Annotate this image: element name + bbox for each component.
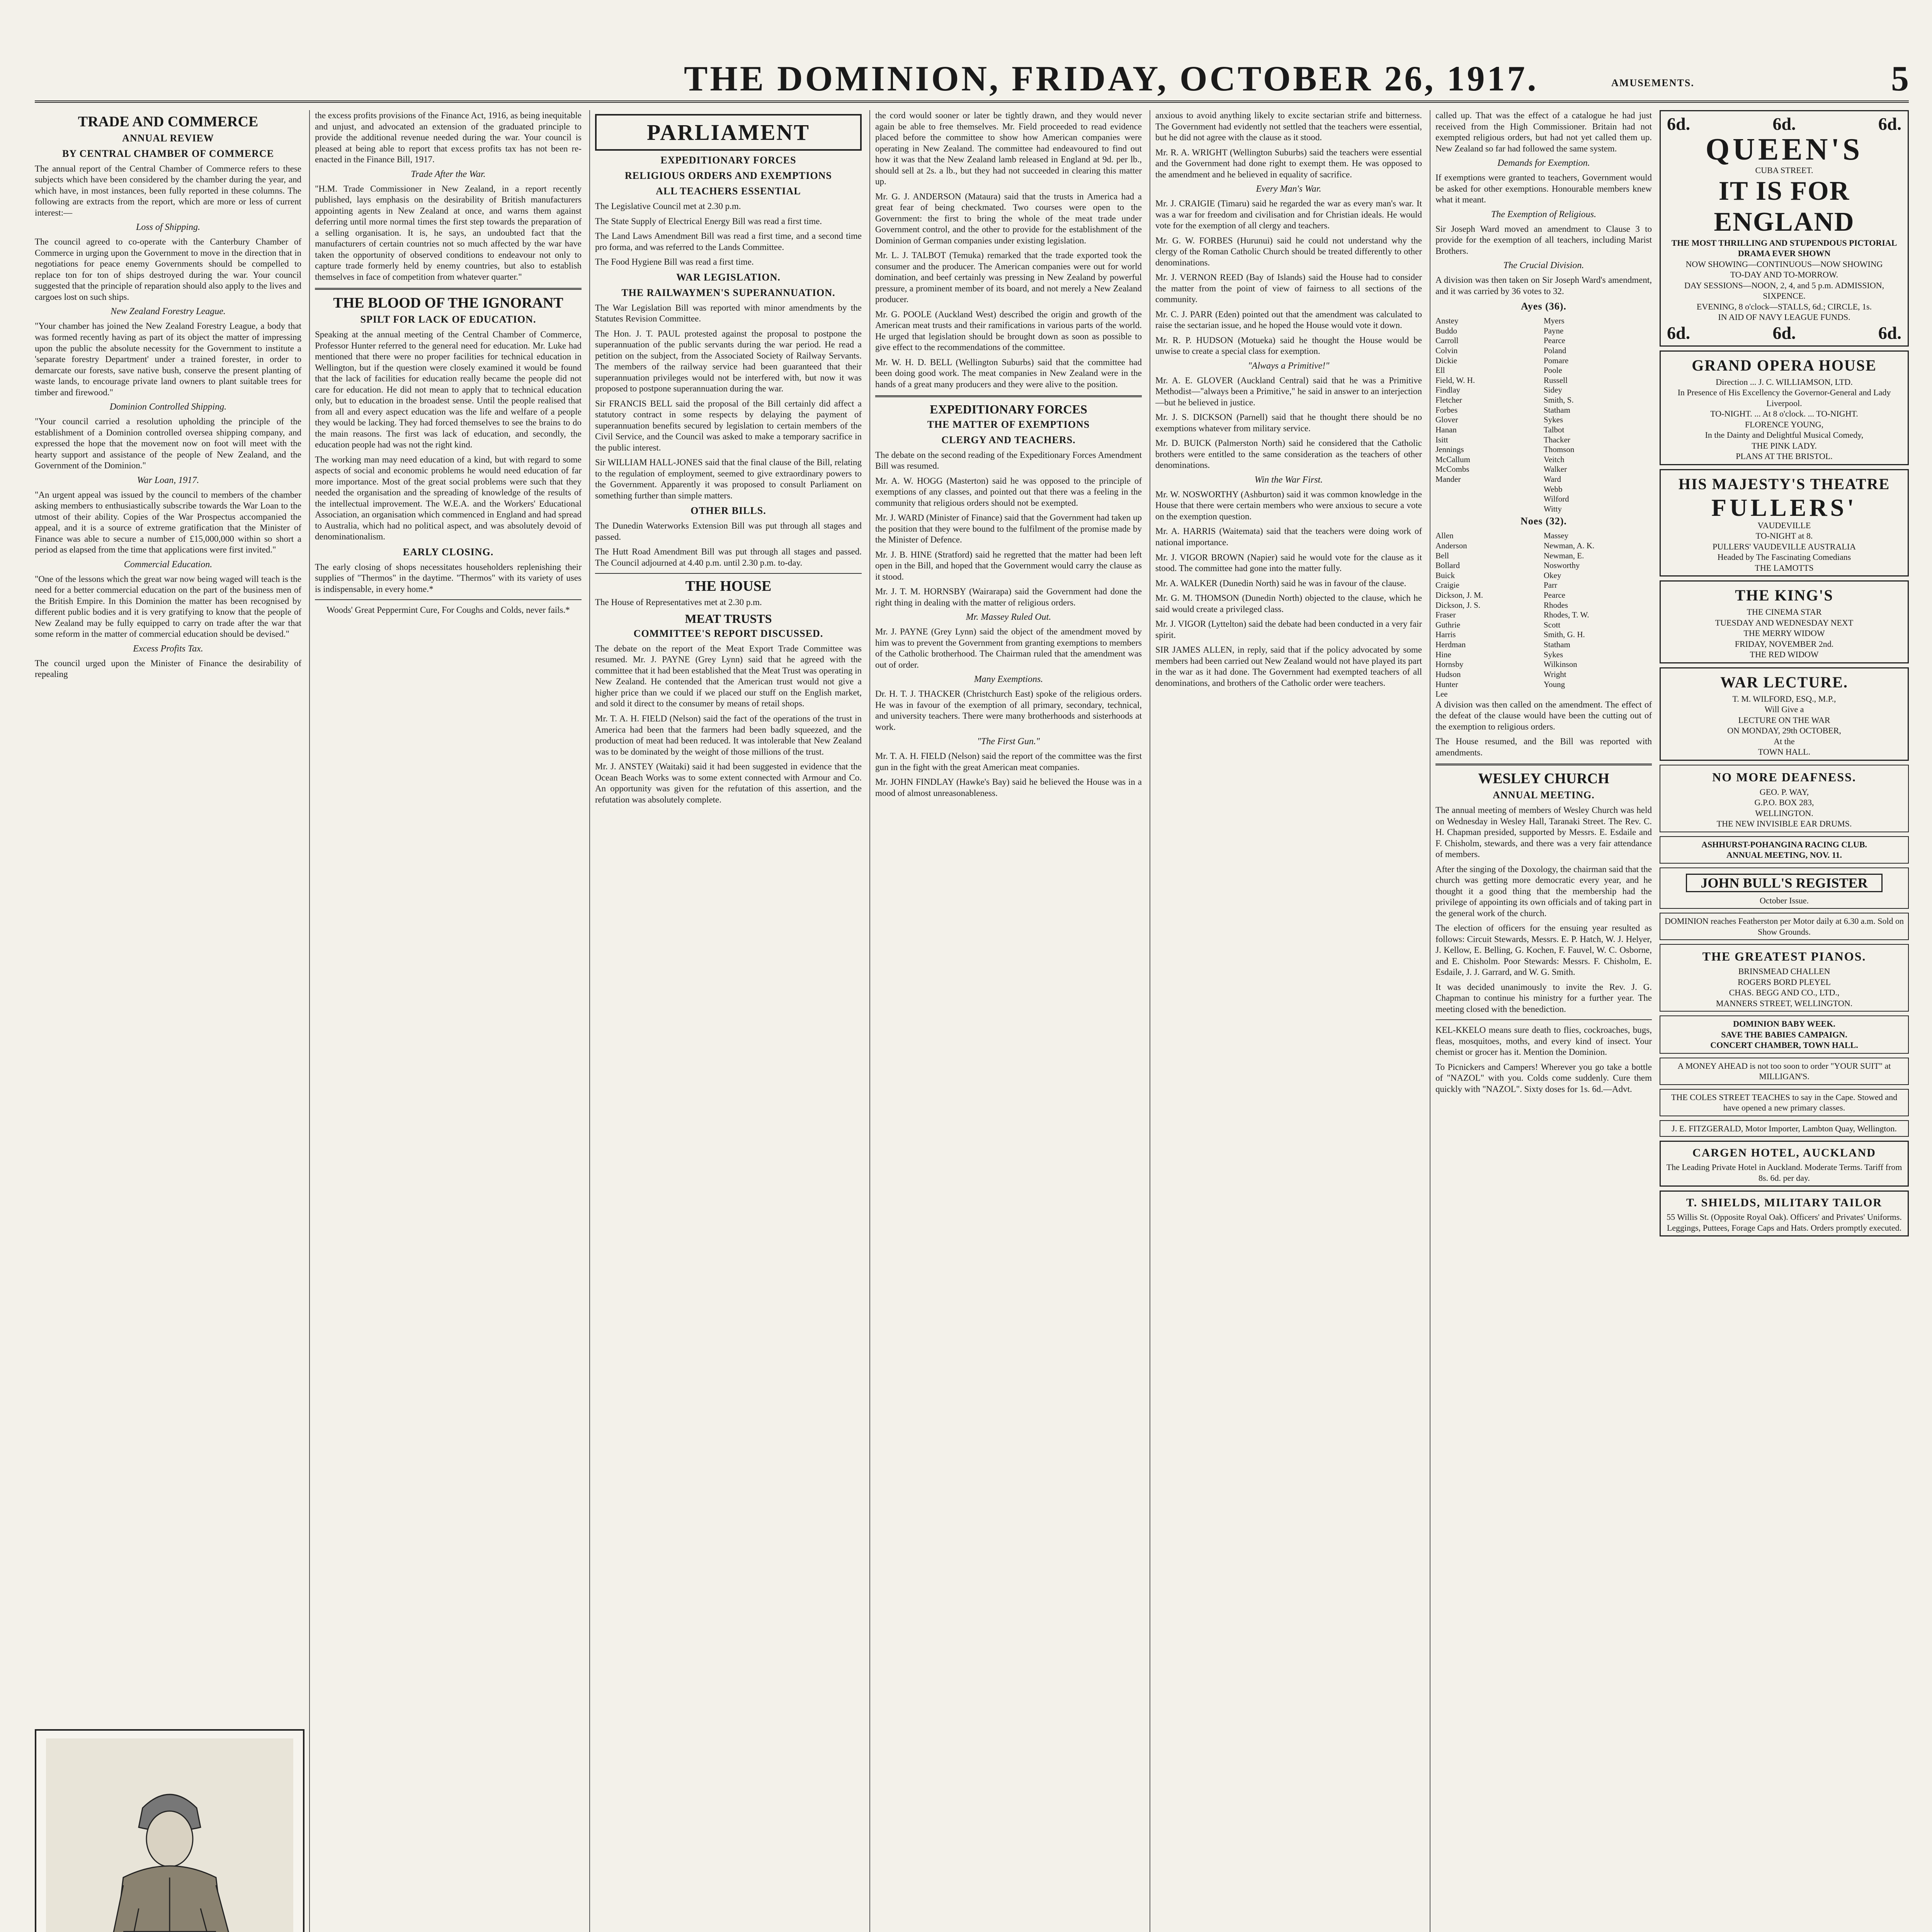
member-name: Parr (1544, 580, 1557, 590)
soldier-illustration (46, 1738, 293, 1932)
member-name: Dickson, J. M. (1435, 590, 1483, 600)
divider (315, 599, 582, 600)
member-name: Veitch (1544, 454, 1565, 464)
queens-title: QUEEN'S (1705, 133, 1863, 167)
member-name: Allen (1435, 531, 1454, 541)
section-heading: COMMITTEE'S REPORT DISCUSSED. (633, 628, 823, 639)
member-name: Glover (1435, 415, 1458, 425)
member-name: Jennings (1435, 445, 1464, 454)
article-paragraph: "H.M. Trade Commissioner in New Zealand, in a report recently published, lays emphasis on the desirability of British manufacturers appointing agents in New Zealand at once, and warns them against deferring until more normal times the first step towards the preparation of a selling organisation. It is, he says, an undoubted fact that the manufacturers of certain countries not so much affected by the war have taken the opportunity of observed conditions to endeavour not only to capture trade formerly held by enemy countries, but also to establish themselves in face of competition from whatever quarter." (315, 184, 582, 282)
dominion-ad (1660, 913, 1909, 940)
article-heading: WESLEY CHURCH (1478, 770, 1609, 787)
article-subheading: THE MATTER OF EXEMPTIONS (927, 418, 1090, 430)
article-paragraph: Mr. J. ANSTEY (Waitaki) said it had been suggested in evidence that the Ocean Beach Works was to some extent connected with Armour and Co. An opportunity was given for the refutation of this assertion, and the refutation was absolutely complete. (595, 762, 862, 804)
page-title: THE DOMINION, FRIDAY, OCTOBER 26, 1917. (684, 59, 1539, 98)
vote-column (1435, 316, 1544, 514)
member-name: Sykes (1544, 415, 1563, 425)
section-heading: "Always a Primitive!" (1248, 361, 1330, 371)
john-bull-ad (1660, 867, 1909, 909)
member-name: Webb (1544, 484, 1563, 494)
coles-ad (1660, 1089, 1909, 1116)
member-name: Newman, A. K. (1544, 541, 1595, 550)
kings-title: THE KING'S (1735, 587, 1833, 604)
member-name: Sidey (1544, 385, 1562, 395)
article-paragraph: The State Supply of Electrical Energy Bill was read a first time. (595, 216, 822, 226)
article-paragraph: the excess profits provisions of the Finance Act, 1916, as being inequitable and unjust, and advocated an extension of the graduated principle to provide the additional revenue needed during the war. Your council is pleased at being able to report that excess profits tax has not been re-enacted in the Finance Bill, 1917. (315, 111, 582, 165)
section-label: AMUSEMENTS. (1611, 77, 1694, 88)
article-subheading: ALL TEACHERS ESSENTIAL (656, 185, 801, 197)
vote-column (1435, 531, 1544, 699)
article-paragraph: Mr. J. PAYNE (Grey Lynn) said the object of the amendment moved by him was to prevent the Government from granting exemptions to members of the Catholic brotherhood. The Chairman ruled that the amendment was out of order. (875, 627, 1142, 670)
cargen-title: CARGEN HOTEL, AUCKLAND (1692, 1146, 1876, 1159)
his-details: VAUDEVILLE TO-NIGHT at 8. PULLERS' VAUDEVILLE AUSTRALIA Headed by The Fascinating Comedians THE LAMOTTS (1712, 520, 1856, 573)
member-name: Lee (1435, 689, 1448, 699)
article-paragraph: "One of the lessons which the great war now being waged will teach is the need for a better commercial education on the part of the business men of the British Empire. In this Dominion the matter has been recognised by different public bodies and it is very gratifying to know that the people of New Zealand may be fully equipped to carry on trade after the war that some reform in the matter of commercial education should be devised." (35, 574, 301, 639)
article-paragraph: SIR JAMES ALLEN, in reply, said that if the policy advocated by some members had been carried out New Zealand would not have played its part in the war as it had done. The Government had exempted teachers of all denominations, and brothers of the Catholic order were teachers. (1155, 645, 1422, 688)
member-name: Field, W. H. (1435, 375, 1475, 385)
lecture-details: T. M. WILFORD, ESQ., M.P., Will Give a LECTURE ON THE WAR ON MONDAY, 29th OCTOBER, At the TOWN HALL. (1727, 694, 1841, 757)
member-name: Rhodes (1544, 600, 1568, 610)
section-heading: Demands for Exemption. (1497, 158, 1590, 168)
section-heading: EARLY CLOSING. (403, 546, 494, 558)
column-rule (309, 110, 310, 1932)
member-name: Talbot (1544, 425, 1565, 434)
section-heading: WAR LEGISLATION. (676, 271, 781, 283)
member-name: Buddo (1435, 326, 1458, 335)
vote-column (1544, 316, 1652, 514)
article-paragraph: Mr. A. WALKER (Dunedin North) said he was in favour of the clause. (1155, 578, 1406, 588)
article-paragraph: Mr. JOHN FINDLAY (Hawke's Bay) said he believed the House was in a mood of almost unreasonableness. (875, 777, 1142, 798)
article-paragraph: The annual meeting of members of Wesley Church was held on Wednesday in Wesley Hall, Taranaki Street. The Rev. C. H. Chapman presided, supported by Messrs. E. Esdaile and F. Chisholm, stewards, and there was a very fair attendance of members. (1435, 805, 1652, 859)
fullers-logo: FULLERS' (1711, 493, 1857, 521)
member-name: Thacker (1544, 435, 1570, 444)
column-rule (869, 110, 870, 1932)
queens-ad (1660, 110, 1909, 347)
article-paragraph: Mr. J. B. HINE (Stratford) said he regretted that the matter had been left open in the Bill, and hoped that the Government would carry the clause as it stood. (875, 549, 1142, 582)
article-paragraph: The Food Hygiene Bill was read a first time. (595, 257, 754, 267)
section-heading: Trade After the War. (411, 169, 486, 179)
member-name: Rhodes, T. W. (1544, 610, 1589, 620)
racing-details: ASHHURST-POHANGINA RACING CLUB. ANNUAL MEETING, NOV. 11. (1701, 839, 1867, 860)
article-heading: TRADE AND COMMERCE (78, 114, 259, 130)
cargen-details: The Leading Private Hotel in Auckland. Moderate Terms. Tariff from 8s. 6d. per day. (1666, 1162, 1902, 1183)
section-heading: THE RAILWAYMEN'S SUPERANNUATION. (621, 287, 835, 298)
article-heading: MEAT TRUSTS (685, 611, 772, 626)
section-heading: The Crucial Division. (1503, 260, 1584, 271)
article-paragraph: Mr. W. NOSWORTHY (Ashburton) said it was common knowledge in the House that there were certain members who were anxious to secure a vote on the exemption question. (1155, 489, 1422, 521)
section-heading: Every Man's War. (1256, 184, 1321, 194)
member-name: Hornsby (1435, 660, 1464, 669)
article-heading: EXPEDITIONARY FORCES (930, 402, 1087, 417)
member-name: Thomson (1544, 445, 1575, 454)
article-paragraph: anxious to avoid anything likely to excite sectarian strife and bitterness. The Government had evidently not settled that the teachers were essential, but he did not agree with the clause as it stood. (1155, 111, 1422, 143)
article-paragraph: Mr. J. VIGOR BROWN (Napier) said he would vote for the clause as it stood. The committee had gone into the matter fully. (1155, 552, 1422, 573)
section-heading: Excess Profits Tax. (133, 643, 203, 654)
john-bull-title: JOHN BULL'S REGISTER (1686, 874, 1883, 892)
member-name: Anstey (1435, 316, 1459, 326)
shields-ad (1660, 1190, 1909, 1236)
lecture-title: WAR LECTURE. (1720, 673, 1848, 691)
member-name: Poole (1544, 366, 1562, 375)
member-name: Okey (1544, 570, 1561, 580)
member-name: Hudson (1435, 669, 1461, 679)
divider (595, 573, 862, 574)
article-paragraph: The Legislative Council met at 2.30 p.m. (595, 201, 741, 211)
member-name: Massey (1544, 531, 1569, 541)
article-paragraph: A division was then taken on Sir Joseph Ward's amendment, and it was carried by 36 votes to 32. (1435, 275, 1652, 296)
article-paragraph: The War Legislation Bill was reported with minor amendments by the Statutes Revision Committee. (595, 303, 862, 324)
article-paragraph: Mr. G. POOLE (Auckland West) described the origin and growth of the American meat trusts and their ramifications in various parts of the world. He urged that legislation should be brought down as soon as possible to give effect to the recommendations of the committee. (875, 309, 1142, 352)
grand-opera-ad (1660, 350, 1909, 465)
member-name: Smith, S. (1544, 395, 1574, 405)
article-paragraph: "Your council carried a resolution upholding the principle of the establishment of a Dominion controlled oversea shipping company, and expressed the hope that the movement now on foot will meet with the hearty support and assistance of the people of New Zealand, and the Government of the Dominion." (35, 417, 301, 471)
article-paragraph: The Dunedin Waterworks Extension Bill was put through all stages and passed. (595, 521, 862, 542)
section-heading: OTHER BILLS. (690, 505, 766, 517)
price-label: 6d. (1772, 114, 1796, 134)
article-paragraph: Mr. J. WARD (Minister of Finance) said that the Government had taken up the position that they were bound to the fulfilment of the promise made by the Minister of Defence. (875, 513, 1142, 545)
member-name: Wright (1544, 669, 1566, 679)
article-paragraph: the cord would sooner or later be tightly drawn, and they would never again be able to free themselves. Mr. Field proceeded to read evidence placed before the committee to show how American companies were operating in New Zealand. The committee had endeavoured to find out how it was that the New Zealand lamb released in England at 9d. per lb., should sell at 2s. a lb., but they had not succeeded in clearing this matter up. (875, 111, 1142, 187)
article-paragraph: Mr. D. BUICK (Palmerston North) said he considered that the Catholic brothers were entitled to the same consideration as the teachers of other denominations. (1155, 438, 1422, 470)
member-name: Statham (1544, 640, 1570, 650)
member-name: Hanan (1435, 425, 1457, 434)
member-name: Forbes (1435, 405, 1458, 415)
member-name: Walker (1544, 464, 1567, 474)
page-number: 5 (1891, 59, 1909, 98)
article-paragraph: Sir FRANCIS BELL said the proposal of the Bill certainly did affect a statutory contract in some respects by delaying the payment of superannuation benefits secured by legislation to certain members of the Civil Service, and the Council was asked to make a temporary sacrifice in the public interest. (595, 398, 862, 452)
kodak-advertisement (35, 1729, 304, 1932)
article-paragraph: Mr. J. VERNON REED (Bay of Islands) said the House had to consider the matter from the point of view of fairness to all sections of the community. (1155, 272, 1422, 304)
member-name: Fraser (1435, 610, 1456, 620)
section-heading: War Loan, 1917. (137, 475, 199, 485)
article-paragraph: The debate on the second reading of the Expeditionary Forces Amendment Bill was resumed. (875, 450, 1142, 471)
motor-details: J. E. FITZGERALD, Motor Importer, Lambton Quay, Wellington. (1672, 1123, 1897, 1133)
grand-title: GRAND OPERA HOUSE (1692, 356, 1877, 374)
divider (875, 395, 1142, 397)
small-ad: To Picnickers and Campers! Wherever you go take a bottle of "NAZOL" with you. Colds come suddenly. Cure them quickly with "NAZOL". Sixty doses for 1s. 6d.—Advt. (1435, 1062, 1652, 1094)
grand-details: Direction ... J. C. WILLIAMSON, LTD. In Presence of His Excellency the Governor-General and Lady Liverpool. TO-NIGHT. ... At 8 o'clock. ... TO-NIGHT. FLORENCE YOUNG, In the Dainty and Delightful Musical Comedy, THE PINK LADY. PLANS AT THE BRISTOL. (1677, 377, 1891, 461)
section-heading: Win the War First. (1254, 474, 1323, 485)
article-paragraph: Mr. A. W. HOGG (Masterton) said he was opposed to the principle of exemptions of any classes, and pointed out that there was a feeling in the community that religious orders should not be exempted. (875, 476, 1142, 508)
member-name: Colvin (1435, 346, 1458, 355)
member-name: Harris (1435, 630, 1456, 639)
deafness-details: GEO. P. WAY, G.P.O. BOX 283, WELLINGTON. THE NEW INVISIBLE EAR DRUMS. (1716, 787, 1852, 828)
article-paragraph: The Hon. J. T. PAUL protested against the proposal to postpone the superannuation of the public servants during the war period. He read a petition on the subject, from the Associated Society of Railway Servants. The members of the railway service had been guaranteed that their superannuation privileges would not be interfered with, but now it was proposed to postpone superannuation during the war. (595, 328, 862, 394)
member-name: Findlay (1435, 385, 1461, 395)
article-paragraph: Mr. A. HARRIS (Waitemata) said that the teachers were doing work of national importance. (1155, 526, 1422, 547)
article-paragraph: The working man may need education of a kind, but with regard to some aspects of social and economic problems he would need education of far more importance. Most of the great social problems were such that they needed the organisation and the spreading of knowledge of the results of the intellectual improvement. The W.E.A. and the Workers' Educational Association, an organisation which commenced in England and had spread to Australia, which had no political aspect, and was absolutely devoid of denominationalism. (315, 454, 582, 542)
member-name: Ell (1435, 366, 1445, 375)
article-paragraph: Mr. J. VIGOR (Lyttelton) said the debate had been conducted in a very fair spirit. (1155, 619, 1422, 640)
article-heading: THE BLOOD OF THE IGNORANT (333, 295, 563, 311)
member-name: Nosworthy (1544, 561, 1580, 570)
member-name: Russell (1544, 375, 1568, 385)
article-paragraph: "Your chamber has joined the New Zealand Forestry League, a body that was formed recently having as part of its object the matter of impressing upon the public the absolute necessity for the Government to institute a 'separate forestry Department' under a trained forester, in order to demarcate our forests, save native bush, conserve the present planting of waste lands, to encourage private land owners to plant suitable trees for timber and firewood." (35, 321, 301, 397)
article-paragraph: Mr. T. A. H. FIELD (Nelson) said the fact of the operations of the trust in America had been that the farmers had been badly squeezed, and the production of meat had been reduced. It was intolerable that New Zealand was to be dominated by the weight of those millions of the trust. (595, 714, 862, 757)
vote-label-noes: Noes (32). (1520, 515, 1567, 527)
article-subheading: ANNUAL REVIEW (122, 132, 214, 144)
article-paragraph: Speaking at the annual meeting of the Central Chamber of Commerce, Professor Hunter referred to the general need for education. Mr. Luke had mentioned that there were no proper facilities for technical education in Wellington, but if the question were closely examined it would be found that the lack of facilities for education really became the people did not care for education. He did not mean to apply that to technical education only, but to education in the broadest sense. Until the people realised that from all and every aspect education was the life and welfare of a people they would be lacking. They had forced themselves to see the brains to do the main reasons. The first was lack of education, and secondly, the education people had was not the right kind. (315, 330, 582, 450)
vote-list-noes (1435, 531, 1652, 699)
article-paragraph: A division was then called on the amendment. The effect of the defeat of the clause would have been the cutting out of the exemption to religious orders. (1435, 699, 1652, 731)
member-name: Craigie (1435, 580, 1459, 590)
article-paragraph: Mr. J. T. M. HORNSBY (Wairarapa) said the Government had done the right thing in dealing with the matter of religious orders. (875, 587, 1142, 607)
member-name: Statham (1544, 405, 1570, 415)
column-trade-continued (315, 110, 582, 1932)
article-paragraph: Mr. L. J. TALBOT (Temuka) remarked that the trade exported took the consumer and the producer. The American companies were out for world domination, and beef certainly was pressing in New Zealand by powerful pressure, a prominent member of its board, and not merely a New Zealand producer. (875, 250, 1142, 304)
section-heading: New Zealand Forestry League. (111, 306, 226, 317)
article-paragraph: The Hutt Road Amendment Bill was put through all stages and passed. The Council adjourned at 4.40 p.m. until 2.30 p.m. to-day. (595, 547, 862, 568)
coles-details: THE COLES STREET TEACHES to say in the Cape. Stowed and have opened a new primary classes. (1671, 1092, 1898, 1112)
section-heading: Many Exemptions. (974, 674, 1043, 685)
article-paragraph: Mr. G. J. ANDERSON (Mataura) said that the trusts in America had a great fear of being checkmated. Two courses were open to the Government: the first to bring the whole of the meat trade under Government control, and the other to provide for the establishment of the Dominion of German companies under existing legislation. (875, 191, 1142, 245)
member-name: Mander (1435, 474, 1461, 484)
parliament-title: PARLIAMENT (646, 120, 810, 145)
section-heading: Commercial Education. (124, 559, 213, 570)
member-name: Ward (1544, 474, 1561, 484)
section-heading: Mr. Massey Ruled Out. (966, 612, 1051, 622)
member-name: Guthrie (1435, 620, 1461, 629)
member-name: Buick (1435, 570, 1455, 580)
money-details: A MONEY AHEAD is not too soon to order "YOUR SUIT" at MILLIGAN'S. (1677, 1061, 1891, 1081)
parliament-banner (595, 114, 862, 151)
article-paragraph: The council urged upon the Minister of Finance the desirability of repealing (35, 658, 301, 679)
john-bull-details: October Issue. (1759, 895, 1809, 905)
baby-week-ad (1660, 1015, 1909, 1054)
article-paragraph: Mr. G. W. FORBES (Hurunui) said he could not understand why the clergy of the Roman Catholic Church should be treated differently to other denominations. (1155, 235, 1422, 267)
his-majestys-ad (1660, 469, 1909, 577)
masthead (35, 58, 1909, 103)
article-paragraph: The early closing of shops necessitates householders replenishing their supplies of "Thermos" in the daytime. "Thermos" with its variety of uses is indispensable, in every home.* (315, 562, 582, 594)
article-paragraph: called up. That was the effect of a catalogue he had just received from the High Commissioner. Britain had not exempted religious orders, but had not yet called them up. New Zealand so far had followed the same system. (1435, 111, 1652, 153)
member-name: Wilford (1544, 494, 1569, 504)
kings-details: THE CINEMA STAR TUESDAY AND WEDNESDAY NEXT THE MERRY WIDOW FRIDAY, NOVEMBER 2nd. THE RED WIDOW (1715, 607, 1854, 659)
article-paragraph: "An urgent appeal was issued by the council to members of the chamber asking members to enthusiastically subscribe towards the War Loan to the utmost of their ability. Copies of the War Prospectus accompanied the appeal, and it is a source of extreme gratification that the Minister of Finance was able to secure a number of £15,000,000 within so short a period as elapsed from the time that applications were first invited." (35, 490, 301, 555)
member-name: Anderson (1435, 541, 1467, 550)
section-heading: The Exemption of Religious. (1491, 209, 1596, 219)
motor-ad (1660, 1120, 1909, 1137)
his-title: HIS MAJESTY'S THEATRE (1678, 475, 1890, 493)
deafness-ad (1660, 765, 1909, 832)
member-name: Witty (1544, 504, 1562, 514)
article-subheading: ANNUAL MEETING. (1493, 789, 1595, 801)
subcolumn-amusements (1660, 110, 1909, 1932)
member-name: Herdman (1435, 640, 1466, 650)
divider (1435, 1019, 1652, 1020)
cargen-hotel-ad (1660, 1141, 1909, 1187)
member-name: Pearce (1544, 590, 1565, 600)
vote-column (1544, 531, 1652, 699)
section-heading: "The First Gun." (977, 736, 1040, 747)
article-paragraph: Mr. A. E. GLOVER (Auckland Central) said that he was a Primitive Methodist—"always been a Primitive," he said in answer to an interjection—but he believed in justice. (1155, 375, 1422, 407)
baby-week-details: DOMINION BABY WEEK. SAVE THE BABIES CAMPAIGN. CONCERT CHAMBER, TOWN HALL. (1710, 1019, 1858, 1050)
queens-street: CUBA STREET. (1755, 165, 1813, 175)
subcolumn-division (1435, 110, 1652, 1932)
member-name: Sykes (1544, 650, 1563, 659)
england-details: NOW SHOWING—CONTINUOUS—NOW SHOWING TO-DAY AND TO-MORROW. DAY SESSIONS—NOON, 2, 4, and 5 p.m. ADMISSION, SIXPENCE. EVENING, 8 o'clock—STALLS, 6d.; CIRCLE, 1s. IN AID OF NAVY LEAGUE FUNDS. (1684, 259, 1884, 322)
shields-title: T. SHIELDS, MILITARY TAILOR (1686, 1196, 1883, 1209)
article-paragraph: If exemptions were granted to teachers, Government would be asked for other exemptions. Honourable members knew what it meant. (1435, 173, 1652, 205)
section-heading: Dominion Controlled Shipping. (109, 402, 227, 412)
pianos-ad (1660, 944, 1909, 1012)
article-paragraph: The debate on the report of the Meat Export Trade Committee was resumed. Mr. J. PAYNE (Grey Lynn) said that he agreed with the committee that it had been established that the Meat Trust was operating in New Zealand. He contended that the American trust would not give a higher price than we could if we placed our stuff on the English market, and sold it direct to the consumer by means of retail shops. (595, 643, 862, 709)
article-subheading: CLERGY AND TEACHERS. (941, 434, 1076, 446)
member-name: Carroll (1435, 336, 1459, 345)
member-name: McCombs (1435, 464, 1469, 474)
section-heading: Loss of Shipping. (136, 222, 201, 233)
article-subheading: EXPEDITIONARY FORCES (660, 155, 796, 166)
column-debate (1155, 110, 1422, 1932)
member-name: Payne (1544, 326, 1564, 335)
member-name: Dickie (1435, 355, 1457, 365)
price-label: 6d. (1772, 323, 1796, 343)
member-name: Fletcher (1435, 395, 1462, 405)
article-paragraph: Mr. W. H. D. BELL (Wellington Suburbs) said that the committee had been doing good work. The meat companies in New Zealand were in the hands of a great many producers and they were alive to the position. (875, 357, 1142, 389)
price-label: 6d. (1878, 323, 1901, 343)
article-paragraph: The House of Representatives met at 2.30 p.m. (595, 597, 762, 607)
small-ad: KEL-KKELO means sure death to flies, cockroaches, bugs, fleas, mosquitoes, moths, and every kind of insect. Your chemist or grocer has it. Mention the Dominion. (1435, 1025, 1652, 1057)
article-paragraph: Dr. H. T. J. THACKER (Christchurch East) spoke of the religious orders. He was in favour of the exemption of all primary, secondary, technical, and university teachers. There were many brotherhoods and sisterhoods at work. (875, 689, 1142, 732)
england-title: IT IS FOR ENGLAND (1714, 176, 1855, 237)
article-paragraph: The council agreed to co-operate with the Canterbury Chamber of Commerce in urging upon the Government to move in the direction that in negotiations for peace enemy Governments should be compelled to replace ton for ton of ships destroyed during the war. Your council suggested that the principle of reparation should also apply to the lives and cargoes lost on such ships. (35, 237, 301, 302)
sixpence-row (1663, 114, 1905, 134)
article-paragraph: Mr. R. P. HUDSON (Motueka) said he thought the House would be unwise to create a special class for exemption. (1155, 335, 1422, 356)
column-amusements-division (1435, 110, 1909, 1932)
article-paragraph: The election of officers for the ensuing year resulted as follows: Circuit Stewards, Messrs. E. P. Hatch, W. J. Helyer, J. Kellow, E. Belling, G. Kochen, F. Fauvel, W. C. Osborne, and E. Chisholm. Poor Stewards: Messrs. F. Chisholm, E. Esdaile, J. J. Garrard, and W. G. Smith. (1435, 923, 1652, 977)
sixpence-row (1663, 323, 1905, 343)
price-label: 6d. (1878, 114, 1901, 134)
member-name: Smith, G. H. (1544, 630, 1585, 639)
column-trade-commerce (35, 110, 301, 1718)
dominion-details: DOMINION reaches Featherston per Motor daily at 6.30 a.m. Sold on Show Grounds. (1665, 916, 1904, 937)
article-subheading: SPILT FOR LACK OF EDUCATION. (360, 314, 536, 325)
article-heading: THE HOUSE (685, 578, 772, 595)
article-paragraph: Sir WILLIAM HALL-JONES said that the final clause of the Bill, relating to the regulation of employment, seemed to give extraordinary powers to the Government. Apparently it was proposed to consult Parliament on something further than simple matters. (595, 457, 862, 500)
column-parliament (595, 110, 862, 1932)
article-subheading: RELIGIOUS ORDERS AND EXEMPTIONS (625, 170, 832, 181)
article-paragraph: The Land Laws Amendment Bill was read a first time, and a second time pro forma, and was referred to the Lands Committee. (595, 231, 862, 252)
article-paragraph: Sir Joseph Ward moved an amendment to Clause 3 to provide for the exemption of all teachers, including Marist Brothers. (1435, 224, 1652, 256)
soldier-drawing (46, 1738, 293, 1932)
vote-label-ayes: Ayes (36). (1521, 301, 1566, 312)
member-name: Dickson, J. S. (1435, 600, 1481, 610)
member-name: Newman, E. (1544, 551, 1584, 560)
pianos-details: BRINSMEAD CHALLEN ROGERS BORD PLEYEL CHAS. BEGG AND CO., LTD., MANNERS STREET, WELLINGTON. (1716, 966, 1853, 1008)
article-paragraph: Mr. J. S. DICKSON (Parnell) said that he thought there should be no exemptions whatever from military service. (1155, 412, 1422, 433)
price-label: 6d. (1667, 323, 1690, 343)
member-name: McCallum (1435, 454, 1470, 464)
money-ad (1660, 1058, 1909, 1085)
member-name: Isitt (1435, 435, 1448, 444)
article-paragraph: Mr. R. A. WRIGHT (Wellington Suburbs) said the teachers were essential and the Government had done right to exempt them. He was opposed to the amendment and he believed in equality of sacrifice. (1155, 147, 1422, 179)
vote-list-ayes (1435, 316, 1652, 514)
article-paragraph: Mr. G. M. THOMSON (Dunedin North) objected to the clause, which he said would create a privileged class. (1155, 593, 1422, 614)
article-paragraph: Mr. J. CRAIGIE (Timaru) said he regarded the war as every man's war. It was a war for freedom and civilisation and for Christian ideals. He would vote for the exemption of all clergy and teachers. (1155, 199, 1422, 231)
column-exemptions (875, 110, 1142, 1932)
england-subtitle: THE MOST THRILLING AND STUPENDOUS PICTORIAL DRAMA EVER SHOWN (1671, 238, 1897, 258)
small-ad: Woods' Great Peppermint Cure, For Coughs and Colds, never fails.* (327, 605, 570, 615)
article-paragraph: It was decided unanimously to invite the Rev. J. G. Chapman to continue his ministry for a further year. The meeting closed with the benediction. (1435, 982, 1652, 1014)
deafness-title: NO MORE DEAFNESS. (1712, 770, 1856, 784)
member-name: Bollard (1435, 561, 1460, 570)
shields-details: 55 Willis St. (Opposite Royal Oak). Officers' and Privates' Uniforms. Leggings, Puttees, Forage Caps and Hats. Orders promptly executed. (1667, 1212, 1902, 1233)
member-name: Pomare (1544, 355, 1569, 365)
member-name: Hunter (1435, 679, 1458, 689)
article-paragraph: The House resumed, and the Bill was reported with amendments. (1435, 736, 1652, 757)
racing-ad (1660, 836, 1909, 864)
column-rule (589, 110, 590, 1932)
member-name: Poland (1544, 346, 1566, 355)
member-name: Young (1544, 679, 1565, 689)
member-name: Pearce (1544, 336, 1565, 345)
article-paragraph: Mr. T. A. H. FIELD (Nelson) said the report of the committee was the first gun in the fight with the great American meat companies. (875, 751, 1142, 772)
member-name: Hine (1435, 650, 1451, 659)
member-name: Wilkinson (1544, 660, 1577, 669)
member-name: Scott (1544, 620, 1561, 629)
pianos-title: THE GREATEST PIANOS. (1702, 949, 1866, 963)
member-name: Bell (1435, 551, 1449, 560)
member-name: Myers (1544, 316, 1565, 326)
article-paragraph: After the singing of the Doxology, the chairman said that the church was getting more democratic every year, and he thought it a good thing that the membership had the privilege of appointing its own officials and of taking part in the general work of the church. (1435, 864, 1652, 918)
price-label: 6d. (1667, 114, 1690, 134)
divider (1435, 764, 1652, 765)
article-subheading: BY CENTRAL CHAMBER OF COMMERCE (62, 148, 274, 159)
article-paragraph: Mr. C. J. PARR (Eden) pointed out that the amendment was calculated to raise the sectarian issue, and he hoped the House would vote it down. (1155, 309, 1422, 330)
article-paragraph: The annual report of the Central Chamber of Commerce refers to these subjects which have been considered by the chamber during the year, and which have, in most instances, been fully reported in these columns. The following are extracts from the report, which are more or less of current interest:— (35, 163, 301, 218)
kings-ad (1660, 580, 1909, 663)
lecture-ad (1660, 667, 1909, 761)
divider (315, 288, 582, 290)
